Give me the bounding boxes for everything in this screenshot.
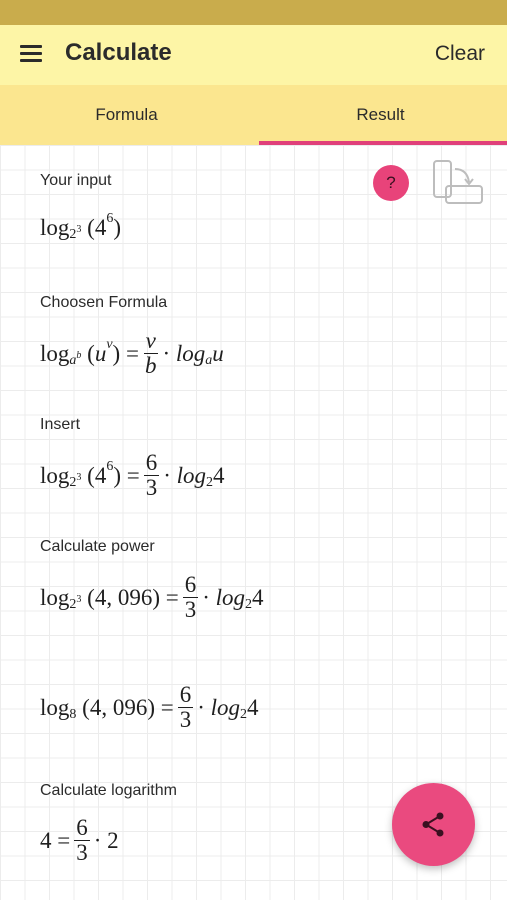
result-content [0,145,507,900]
rotate-icon[interactable] [431,158,485,208]
formula-expression: log $a^b$ ( u v ) = $\frac{v}{b}$ · log a u [40,328,224,378]
step-label-logarithm: Calculate logarithm [40,782,177,799]
share-icon [420,811,447,838]
input-expression: log $2^3$ ( 4 6 ) [40,211,121,242]
step-label-input: Your input [40,172,112,189]
menu-icon[interactable] [20,45,46,65]
share-button[interactable] [392,783,475,866]
logarithm-expression: 4 = $\frac{6}{3}$ · 2 [40,815,119,865]
tab-bar [0,85,507,145]
step-label-insert: Insert [40,416,81,433]
tab-formula[interactable]: Formula [95,105,158,124]
tab-result[interactable]: Result [356,105,405,124]
insert-expression: log $2^3$ ( 4 6 ) = $\frac{6}{3}$ · log 2 4 [40,450,225,500]
status-bar [0,0,507,25]
page-title: Calculate [65,39,172,66]
power-expression: log $2^3$ ( 4, 096 ) = $\frac{6}{3}$ · log 2 4 [40,572,264,622]
help-button[interactable]: ? [373,165,409,201]
clear-button[interactable]: Clear [434,42,485,65]
step-label-formula: Choosen Formula [40,294,168,311]
app-bar [0,25,507,85]
base-expression: log 8 ( 4, 096 ) = $\frac{6}{3}$ · log 2 4 [40,682,259,732]
step-label-power: Calculate power [40,538,155,555]
